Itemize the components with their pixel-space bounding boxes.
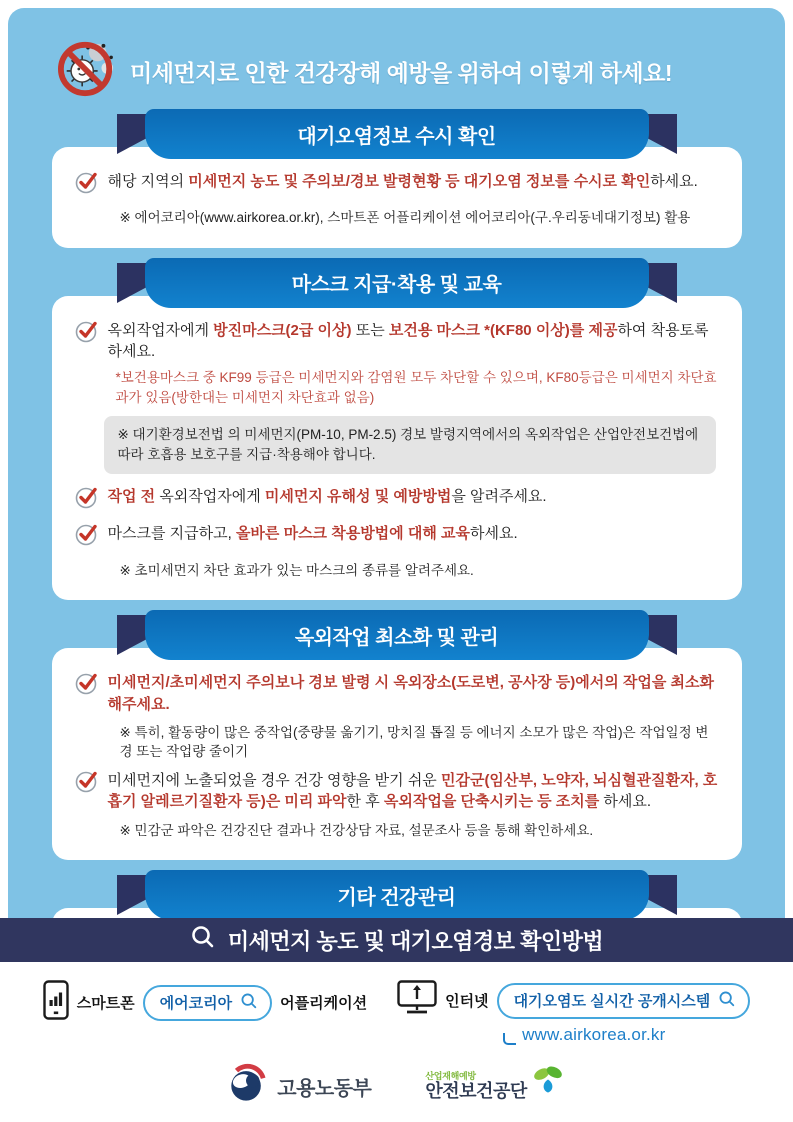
moel-emblem-icon — [227, 1062, 267, 1110]
website-url: www.airkorea.or.kr — [522, 1025, 666, 1044]
sub-note: ※ 에어코리아(www.airkorea.or.kr), 스마트폰 어플리케이션 에어코리아(구.우리동네대기정보) 활용 — [119, 210, 691, 226]
section-banner-mask — [117, 258, 677, 308]
footer-logos — [0, 1062, 793, 1110]
text-segment: 하세요. — [599, 793, 652, 811]
red-check-circle-icon — [74, 170, 100, 200]
check-item-text — [108, 171, 698, 192]
text-segment: 옥외작업자에게 — [107, 321, 214, 339]
check-item-text — [108, 770, 720, 813]
check-item — [74, 171, 720, 200]
section-card-mask — [52, 296, 742, 600]
sub-note: ※ 민감군 파악은 건강진단 결과나 건강상담 자료, 설문조사 등을 통해 확인하세요. — [119, 822, 594, 838]
app-search-pill — [143, 985, 272, 1021]
search-icon — [718, 990, 736, 1012]
text-segment: 한 후 — [346, 793, 384, 811]
sub-note: ※ 초미세먼지 차단 효과가 있는 마스크의 종류를 알려주세요. — [119, 562, 474, 578]
check-item — [74, 486, 720, 515]
red-check-circle-icon — [74, 319, 100, 349]
text-segment-emphasis: 보건용 마스크 *(KF80 이상)를 제공 — [388, 321, 618, 339]
text-segment: 또는 — [351, 321, 389, 339]
finder-row — [0, 980, 793, 1045]
text-segment-emphasis: 작업 전 — [107, 488, 160, 506]
kosha-slogan: 산업재해예방 — [425, 1070, 476, 1081]
section-title: 옥외작업 최소화 및 관리 — [145, 610, 649, 660]
check-item-text — [108, 486, 547, 507]
web-search-text: 대기오염도 실시간 공개시스템 — [513, 993, 711, 1010]
section-title: 대기오염정보 수시 확인 — [145, 109, 649, 159]
kosha-logo — [425, 1063, 565, 1110]
check-item — [74, 770, 720, 813]
text-segment: 미세먼지에 노출되었을 경우 건강 영향을 받기 쉬운 — [107, 771, 441, 789]
kosha-label: 안전보건공단 — [425, 1080, 527, 1101]
text-segment: 하세요. — [469, 525, 518, 543]
header — [8, 40, 785, 103]
section-card-outdoor-work — [52, 648, 742, 860]
website-url-row — [503, 1025, 750, 1045]
search-icon — [190, 924, 216, 956]
monitor-icon — [397, 980, 437, 1021]
dust-prohibition-icon — [56, 40, 118, 103]
sub-note: ※ 특히, 활동량이 많은 중작업(중량물 옮기기, 망치질 톱질 등 에너지 소모가 많은 작업)은 작업일정 변경 또는 작업량 줄이기 — [119, 724, 709, 760]
internet-label: 인터넷 — [445, 993, 489, 1010]
page-title: 미세먼지로 인한 건강장해 예방을 위하여 이렇게 하세요! — [130, 60, 673, 86]
red-check-circle-icon — [74, 522, 100, 552]
search-icon — [240, 992, 258, 1014]
internet-group — [397, 980, 750, 1045]
app-search-text: 에어코리아 — [159, 995, 233, 1012]
text-segment: 마스크를 지급하고, — [107, 525, 236, 543]
section-banner-health — [117, 870, 677, 918]
application-label: 어플리케이션 — [280, 995, 368, 1012]
text-segment-emphasis: 미세먼지/초미세먼지 주의보나 경보 발령 시 옥외장소(도로변, 공사장 등)에서의 작업을 최소화 해주세요. — [107, 674, 714, 713]
text-segment-emphasis: 미세먼지 유해성 및 예방방법 — [264, 488, 452, 506]
text-segment-emphasis: 민감군(임산부, 노약자, 뇌심혈관질환자, 호흡기 알레르기질환자 등)은 미리 파악 — [107, 771, 718, 811]
corner-arrow-icon — [503, 1033, 516, 1045]
red-check-circle-icon — [74, 671, 100, 701]
text-segment: 하세요. — [650, 173, 698, 190]
smartphone-group — [43, 980, 367, 1025]
moel-logo — [227, 1062, 371, 1110]
check-item — [74, 672, 720, 715]
method-banner — [0, 918, 793, 962]
web-search-pill — [497, 983, 751, 1019]
moel-label: 고용노동부 — [277, 1077, 372, 1100]
kosha-text — [425, 1063, 526, 1102]
text-segment: 옥외작업자에게 — [159, 488, 265, 506]
smartphone-icon — [43, 980, 69, 1025]
text-segment-emphasis: 방진마스크(2급 이상) — [213, 321, 352, 339]
check-item — [74, 523, 720, 552]
section-title: 마스크 지급·착용 및 교육 — [145, 258, 649, 308]
smartphone-label: 스마트폰 — [76, 995, 135, 1012]
kosha-symbol-icon — [530, 1063, 566, 1110]
text-segment: 을 알려주세요. — [451, 488, 547, 506]
text-segment: 해당 지역의 — [107, 173, 189, 190]
section-banner-air-info — [117, 109, 677, 159]
section-banner-outdoor-work — [117, 610, 677, 660]
text-segment: 하여 착용토록 하세요. — [107, 321, 709, 361]
red-check-circle-icon — [74, 769, 100, 799]
section-title: 기타 건강관리 — [145, 870, 649, 918]
check-item-text — [108, 672, 720, 715]
check-item-text — [108, 320, 720, 363]
section-card-air-info — [52, 147, 742, 248]
red-footnote: *보건용마스크 중 KF99 등급은 미세먼지와 감염원 모두 차단할 수 있으며, KF80등급은 미세먼지 차단효과가 있음(방한대는 미세먼지 차단효과 없음) — [115, 370, 717, 406]
check-item — [74, 320, 720, 363]
internet-row — [397, 980, 750, 1021]
method-banner-title: 미세먼지 농도 및 대기오염경보 확인방법 — [227, 928, 604, 954]
text-segment-emphasis: 올바른 마스크 착용방법에 대해 교육 — [235, 525, 470, 543]
check-item-text — [108, 523, 518, 544]
main-area — [8, 8, 785, 918]
legal-note-box: ※ 대기환경보전법 의 미세먼지(PM-10, PM-2.5) 경보 발령지역에서의 옥외작업은 산업안전보건법에 따라 호흡용 보호구를 지급·착용해야 합니다. — [104, 416, 716, 475]
text-segment-emphasis: 옥외작업을 단축시키는 등 조치를 — [383, 793, 600, 811]
text-segment-emphasis: 미세먼지 농도 및 주의보/경보 발령현황 등 대기오염 정보를 수시로 확인 — [188, 173, 651, 190]
red-check-circle-icon — [74, 485, 100, 515]
